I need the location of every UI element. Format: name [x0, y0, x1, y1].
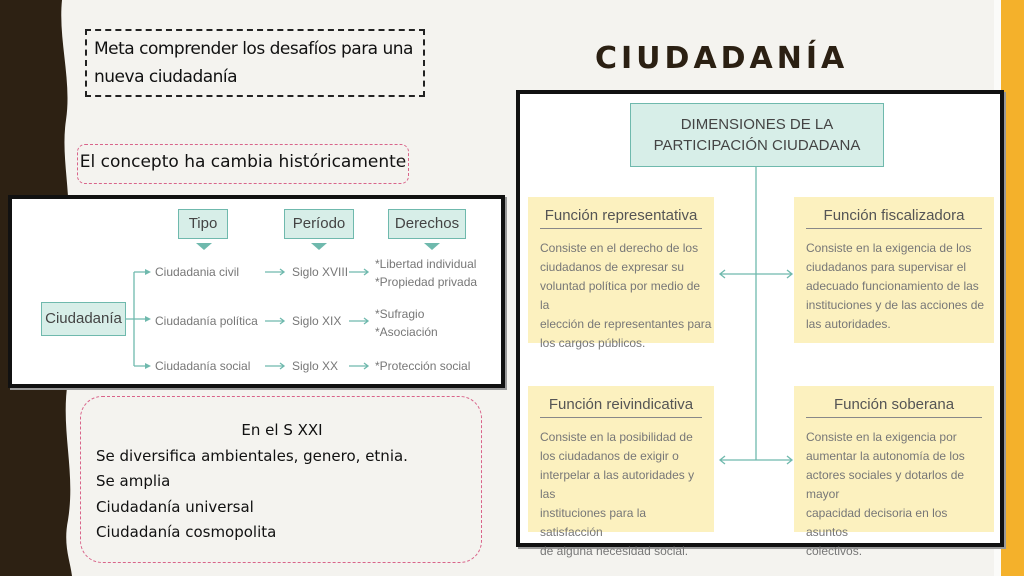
dimensions-center-box	[630, 103, 884, 167]
body-line: Consiste en el derecho de los	[540, 241, 699, 255]
tipo-social: Ciudadanía social	[155, 359, 251, 373]
function-title: Función representativa	[540, 207, 702, 229]
body-line: capacidad decisoria en los asuntos	[806, 506, 948, 539]
function-body	[806, 239, 992, 334]
function-representativa	[528, 197, 714, 350]
meta-text: Meta comprender los desafíos para una nueva ciudadanía	[94, 39, 413, 87]
concept-text: El concepto ha cambia históricamente	[79, 152, 407, 172]
body-line: actores sociales y dotarlos de mayor	[806, 468, 965, 501]
derecho-libertad: *Libertad individual	[375, 257, 477, 271]
function-body	[540, 239, 712, 353]
center-line: DIMENSIONES DE LA	[680, 116, 834, 133]
xxi-heading: En el S XXI	[241, 421, 323, 439]
body-line: de alguna necesidad social.	[540, 544, 689, 558]
body-line: ciudadanos de expresar su	[540, 260, 685, 274]
body-line: Consiste en la exigencia de los	[806, 241, 972, 255]
body-line: ciudadanos para supervisar el	[806, 260, 967, 274]
tipo-civil: Ciudadania civil	[155, 265, 240, 279]
body-line: aumentar la autonomía de los	[806, 449, 965, 463]
body-line: instituciones y de las acciones de	[806, 298, 985, 312]
xxi-line: Se diversifica ambientales, genero, etnia.	[96, 446, 408, 465]
body-line: colectivos.	[806, 544, 863, 558]
function-body	[806, 428, 992, 561]
xxi-line: Se amplia	[96, 472, 171, 490]
dimensions-diagram-frame	[516, 90, 1004, 558]
header-derechos: Derechos	[388, 209, 466, 239]
header-periodo: Período	[284, 209, 354, 239]
derecho-sufragio: *Sufragio	[375, 307, 425, 321]
right-accent-bar	[1001, 0, 1024, 576]
body-line: voluntad política por medio de la	[540, 279, 701, 312]
function-soberana	[794, 386, 994, 558]
periodo-xx: Siglo XX	[292, 359, 339, 373]
slide-title: CIUDADANÍA	[595, 41, 849, 76]
body-line: los cargos públicos.	[540, 336, 646, 350]
function-reivindicativa	[528, 386, 714, 558]
body-line: los ciudadanos de exigir o	[540, 449, 679, 463]
derecho-proteccion: *Protección social	[375, 359, 471, 373]
function-title: Función fiscalizadora	[806, 207, 982, 229]
body-line: interpelar a las autoridades y las	[540, 468, 695, 501]
body-line: las autoridades.	[806, 317, 891, 331]
xxi-line: Ciudadanía universal	[96, 497, 254, 516]
body-line: Consiste en la exigencia por	[806, 430, 957, 444]
center-line: PARTICIPACIÓN CIUDADANA	[653, 137, 861, 154]
citizenship-diagram-frame	[8, 195, 505, 388]
xxi-line: Ciudadanía cosmopolita	[96, 523, 277, 541]
function-title: Función soberana	[806, 396, 982, 418]
body-line: elección de representantes para	[540, 317, 712, 331]
function-body	[540, 428, 712, 561]
periodo-xix: Siglo XIX	[292, 314, 342, 328]
body-line: adecuado funcionamiento de las	[806, 279, 979, 293]
body-line: Consiste en la posibilidad de	[540, 430, 693, 444]
periodo-xviii: Siglo XVIII	[292, 265, 349, 279]
function-title: Función reivindicativa	[540, 396, 702, 418]
root-ciudadania: Ciudadanía	[41, 302, 126, 336]
body-line: instituciones para la satisfacción	[540, 506, 647, 539]
derecho-asociacion: *Asociación	[375, 325, 438, 339]
derecho-propiedad: *Propiedad privada	[375, 275, 478, 289]
function-fiscalizadora	[794, 197, 994, 343]
tipo-politica: Ciudadanía política	[155, 314, 258, 328]
xxi-century-text	[96, 418, 476, 546]
header-tipo: Tipo	[178, 209, 228, 239]
